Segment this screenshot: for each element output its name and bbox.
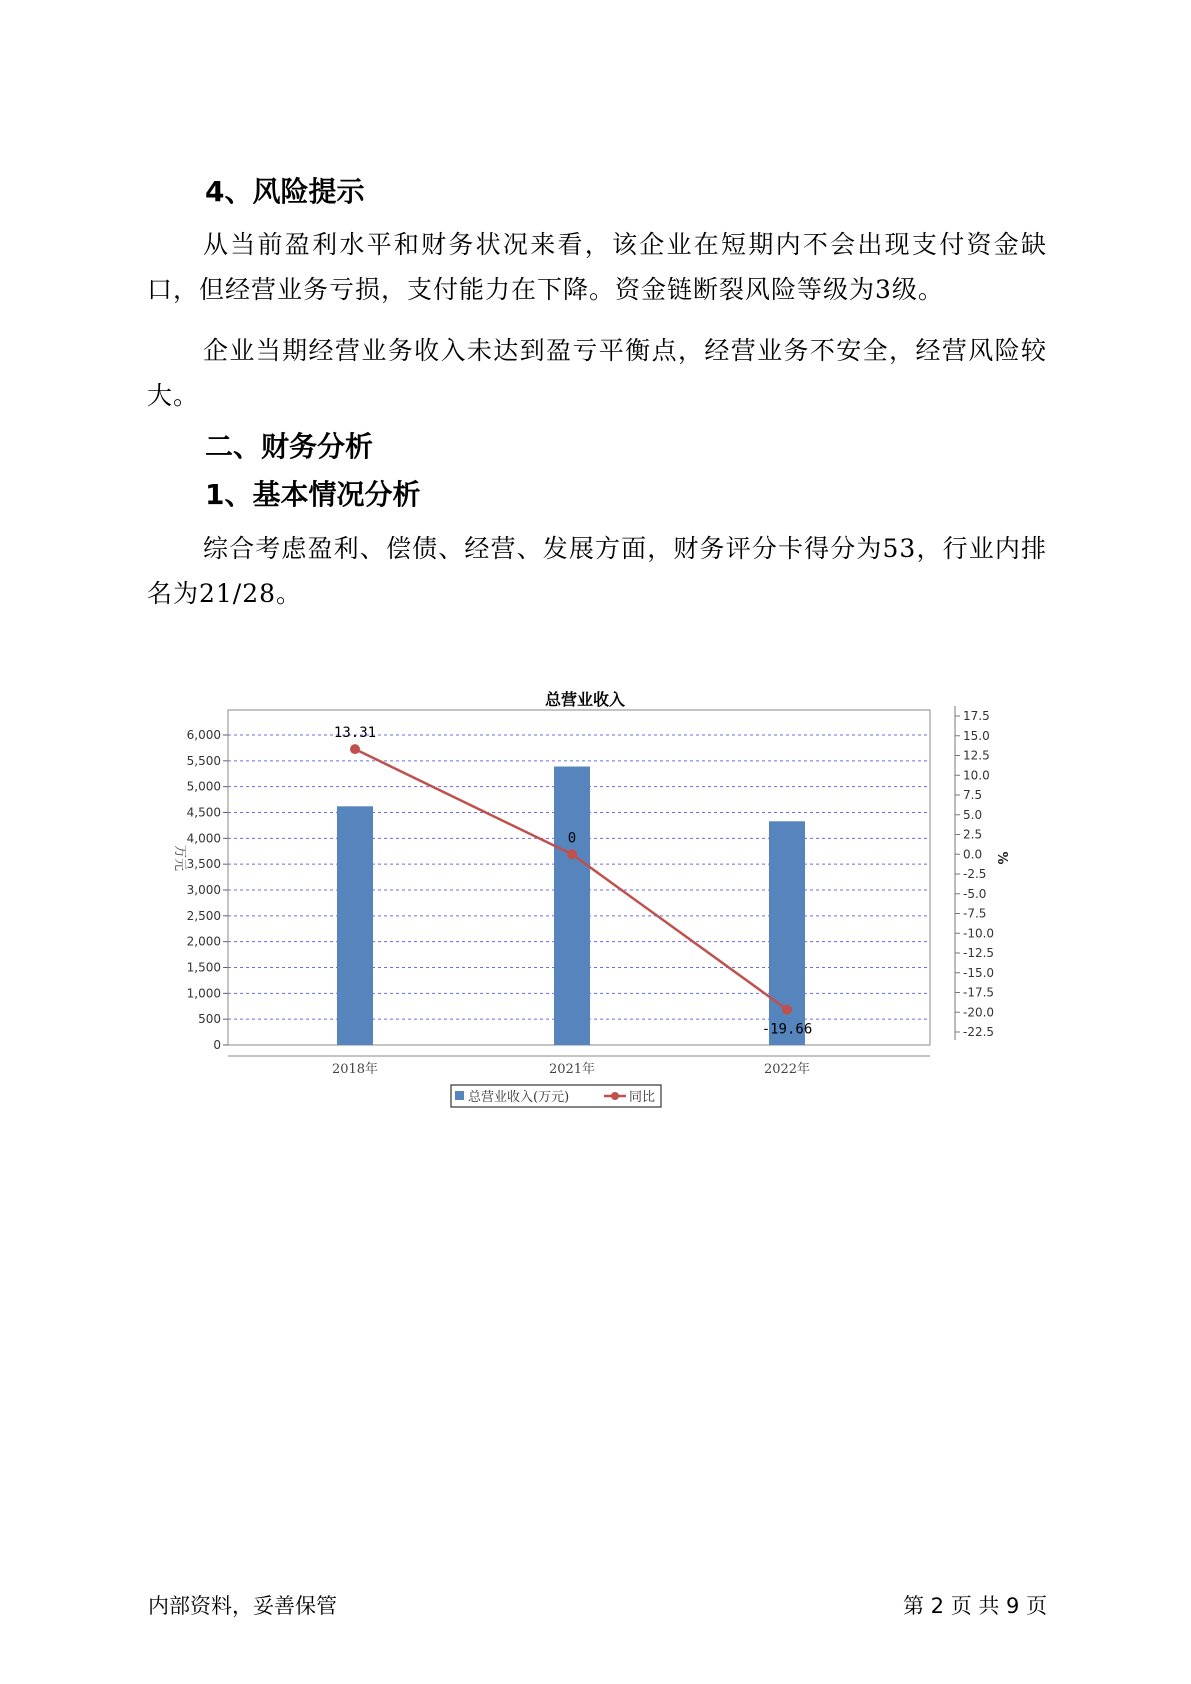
data-label-yoy: 13.31: [333, 725, 377, 742]
left-tick-label: 4,000: [186, 831, 221, 846]
footer-page-number: 第 2 页 共 9 页: [903, 1594, 1048, 1618]
right-tick-label: -15.0: [963, 965, 995, 980]
legend-label-yoy: 同比: [629, 1090, 656, 1105]
legend-label-revenue: 总营业收入(万元): [468, 1090, 570, 1105]
right-tick-label: -10.0: [963, 926, 995, 941]
chart-title: 总营业收入: [544, 690, 626, 709]
basic-analysis-heading: 1、基本情况分析: [205, 478, 421, 511]
left-tick-label: 3,000: [186, 883, 221, 897]
left-tick-label: 500: [198, 1012, 221, 1027]
right-tick-label: 7.5: [963, 788, 983, 802]
right-tick-label: 17.5: [963, 709, 990, 723]
bar-revenue: [337, 806, 373, 1045]
risk-paragraph-2: 企业当期经营业务收入未达到盈亏平衡点，经营业务不安全，经营风险较大。: [147, 336, 1047, 410]
right-tick-label: -7.5: [963, 906, 987, 921]
data-label-yoy: 0: [567, 830, 577, 847]
point-yoy: [350, 744, 360, 754]
left-axis-label: 万元: [172, 844, 187, 872]
right-tick-label: -2.5: [963, 867, 987, 881]
right-tick-label: -17.5: [963, 985, 995, 1000]
left-tick-label: 3,500: [186, 857, 221, 872]
left-tick-label: 5,000: [186, 779, 221, 794]
right-tick-label: 2.5: [963, 827, 983, 842]
left-tick-label: 0: [213, 1038, 221, 1052]
right-tick-label: -12.5: [963, 946, 995, 960]
risk-paragraph-1: 从当前盈利水平和财务状况来看，该企业在短期内不会出现支付资金缺口，但经营业务亏损，支付能力在下降。资金链断裂风险等级为3级。: [147, 230, 1047, 304]
risk-heading: 4、风险提示: [205, 175, 365, 208]
x-tick-label: 2018年: [331, 1062, 379, 1077]
legend-swatch-revenue: [455, 1091, 464, 1100]
point-yoy: [782, 1005, 792, 1015]
left-tick-label: 5,500: [186, 753, 221, 768]
chart-legend: [451, 1085, 661, 1107]
revenue-chart: [170, 680, 1050, 1140]
left-tick-label: 6,000: [186, 728, 221, 742]
left-tick-label: 4,500: [186, 805, 221, 820]
legend-marker-yoy: [611, 1092, 619, 1100]
revenue-chart-svg: [170, 680, 1050, 1170]
right-tick-label: 5.0: [963, 807, 983, 822]
right-axis-label: %: [994, 851, 1009, 865]
bar-revenue: [554, 767, 590, 1045]
right-tick-label: 15.0: [963, 728, 990, 743]
right-tick-label: 0.0: [963, 847, 983, 862]
left-tick-label: 1,500: [186, 960, 221, 975]
right-tick-label: 12.5: [963, 748, 990, 763]
point-yoy: [567, 849, 577, 859]
right-tick-label: -20.0: [963, 1005, 995, 1020]
left-tick-label: 1,000: [186, 986, 221, 1001]
left-tick-label: 2,000: [186, 934, 221, 949]
right-tick-label: 10.0: [963, 768, 990, 783]
right-tick-label: -5.0: [963, 886, 987, 901]
x-tick-label: 2022年: [763, 1062, 811, 1077]
footer-left: 内部资料，妥善保管: [148, 1594, 337, 1618]
left-tick-label: 2,500: [186, 908, 221, 923]
x-tick-label: 2021年: [548, 1062, 596, 1077]
right-tick-label: -22.5: [963, 1025, 995, 1039]
financial-analysis-heading: 二、财务分析: [205, 430, 374, 463]
data-label-yoy: -19.66: [761, 1021, 813, 1038]
basic-analysis-paragraph: 综合考虑盈利、偿债、经营、发展方面，财务评分卡得分为53，行业内排名为21/28。: [147, 534, 1047, 608]
